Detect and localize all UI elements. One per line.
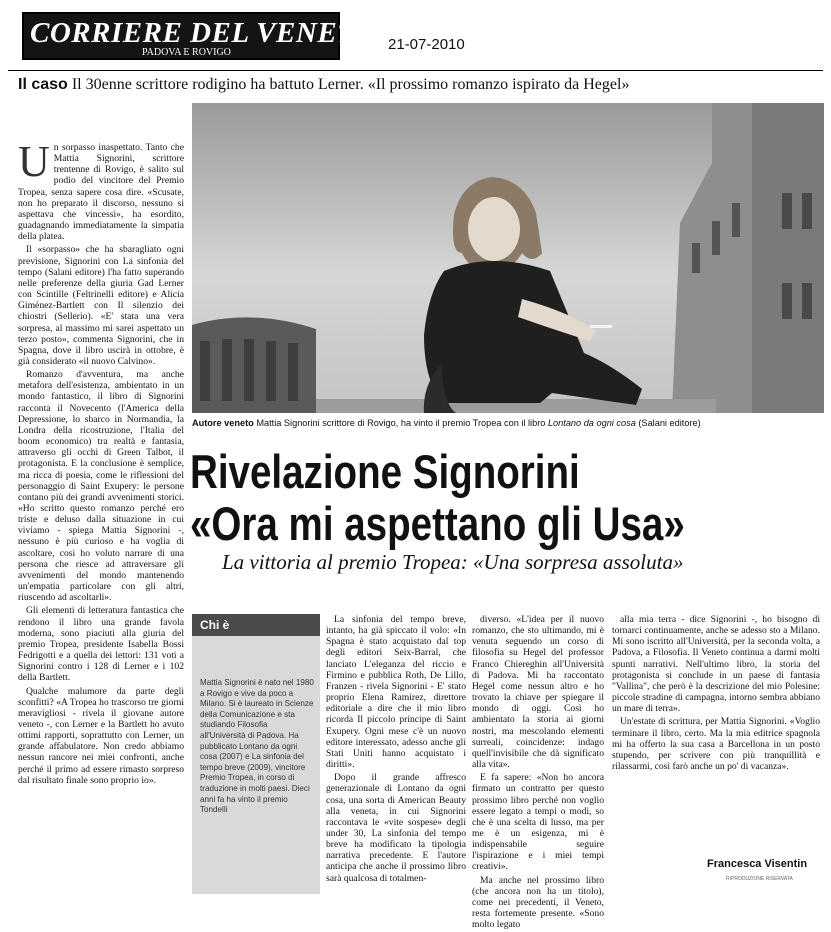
newspaper-masthead bbox=[22, 12, 377, 60]
headline bbox=[190, 446, 685, 550]
drop-cap: U bbox=[18, 137, 50, 186]
clipping-date: 21-07-2010 bbox=[388, 36, 465, 53]
author-byline: Francesca Visentin bbox=[707, 858, 808, 870]
caption-publisher: (Salani editore) bbox=[638, 418, 701, 428]
copyright-note: RIPRODUZIONE RISERVATA bbox=[726, 876, 793, 882]
article-paragraph: Ma anche nel prossimo libro (che ancora non ha un titolo), come nei precedenti, il Veneto, resta fortemente presente. «Sono molto legato bbox=[472, 874, 604, 931]
article-column-3 bbox=[326, 614, 466, 886]
headline-line-2: «Ora mi aspettano gli Usa» bbox=[190, 497, 685, 550]
caption-label: Autore veneto bbox=[192, 418, 254, 428]
kicker-label: Il caso bbox=[18, 76, 68, 93]
caption-text: Mattia Signorini scrittore di Rovigo, ha vinto il premio Tropea con il libro bbox=[256, 418, 546, 428]
bio-box-title: Chi è bbox=[192, 614, 320, 636]
article-paragraph: La sinfonia del tempo breve, intanto, ha già spiccato il volo: «In Spagna è stato acquistato dal top degli editori Seix-Barral, che lanciato L'eleganza del riccio e Firmino e pubblica Roth, De Lillo, Franzen - rivela Signorini - E' stato proprio Elena Ramirez, direttore editoriale a dire che il mio libro ricorda Il piccolo principe di Saint Exupery. Ogni mese c'è un nuovo editore interessato, adesso anche gli Stati Uniti hanno acquistato i diritti». bbox=[326, 614, 466, 771]
photo-caption bbox=[192, 418, 824, 428]
headline-line-1: Rivelazione Signorini bbox=[190, 445, 580, 498]
article-column-5 bbox=[612, 614, 820, 774]
bio-box-text: Mattia Signorini è nato nel 1980 a Rovigo e vive da poco a Milano. Si è laureato in Scienze della Comunicazione e sta studiando Filosofia all'Università di Padova. Ha pubblicato Lontano da ogni cosa (2007) e La sinfonia del tempo breve (2009), vincitore Premio Tropea, in corso di traduzione in molti paesi. Dieci anni fa ha vinto il premio Tondelli bbox=[200, 678, 314, 815]
caption-book-title: Lontano da ogni cosa bbox=[547, 418, 636, 428]
article-paragraph: Romanzo d'avventura, ma anche metafora dell'esistenza, ambientato in un mondo fantastico, il libro di Signorini racconta il Novecento (l'America della Depressione, lo sbarco in Normandia, la Londra della ricostruzione, l'Italia del boom economico) tra realtà e fantasia, attraverso gli occhi di Green Talbot, il protagonista. E la conclusione è semplice, ma ricca di poesia, come le riflessioni del personaggio di Saint Exupery: le persone contano più dei grandi avvenimenti storici. «Ho scritto questo romanzo perché ero triste e deluso dalla situazione in cui viviamo - spiega Mattia Signorini -, nessuno è più curioso e ha voglia di ascoltare, così ho voluto narrare di una persona che riesce ad attraversare gli avvenimenti del mondo mantenendo un'empatia particolare con gli altri, riuscendo ad ascoltarli». bbox=[18, 369, 184, 604]
kicker-text: Il 30enne scrittore rodigino ha battuto Lerner. «Il prossimo romanzo ispirato da Hegel» bbox=[71, 76, 630, 93]
article-column-4 bbox=[472, 614, 604, 932]
author-photo bbox=[192, 103, 824, 413]
masthead-title: CORRIERE DEL VENETO bbox=[30, 17, 377, 49]
author-photo-illustration bbox=[192, 103, 824, 413]
article-paragraph: diverso. «L'idea per il nuovo romanzo, che sto ultimando, mi è venuta seguendo un corso di filosofia su Hegel del professor Franco Chiereghin all'Università di Padova. Mi ha raccontato Hegel come nessun altro e ho trovato la chiave per spiegare il mondo di oggi. Così ho ambientato la storia ai giorni nostri, ma mescolando elementi surreali, coincidenze: indago quell'invisibile che dà significato alla vita». bbox=[472, 614, 604, 771]
article-paragraph: Un sorpasso inaspettato. Tanto che Mattia Signorini, scrittore trentenne di Rovigo, è salito sul podio del vincitore del Premio Tropea, senza sapere cosa dire. «Scusate, non ho preparato il discorso, nessuno si aspettava che vincessi», ha esordito, guadagnando immediatamente la simpatia della platea. bbox=[18, 137, 184, 243]
article-paragraph: E fa sapere: «Non ho ancora firmato un contratto per questo prossimo libro perché non voglio essere legato a tempi o modi, so che è una scelta di lusso, ma per me è un esigenza, mi è indispensabile seguire l'ispirazione e i miei tempi creativi». bbox=[472, 772, 604, 873]
article-paragraph: Il «sorpasso» che ha sbaragliato ogni previsione, Signorini con La sinfonia del tempo (Salani editore) l'ha fatto superando nelle preferenze della giuria Gad Lerner con Scintille (Feltrinelli editore) e Alicia Giménez-Bartlett con Il silenzio dei chiostri (Sellerio). «E' stata una vera sorpresa, al massimo mi sarei aspettato un terzo posto», commenta Signorini, che in Spagna, dove il libro uscirà in ottobre, è già considerato «il nuovo Calvino». bbox=[18, 244, 184, 367]
article-column-1 bbox=[18, 137, 184, 788]
article-paragraph: Dopo il grande affresco generazionale di Lontano da ogni cosa, una sorta di American Beauty alla veneta, in cui Signorini raccontava le «vite sospese» degli under 30, La sinfonia del tempo breve ha modificato la tipologia narrativa precedente. E l'autore anticipa che anche il prossimo libro sarà qualcosa di totalmen- bbox=[326, 772, 466, 884]
header-divider bbox=[8, 70, 823, 71]
article-paragraph: Un'estate di scrittura, per Mattia Signorini. «Voglio terminare il libro, certo. Ma la mia editrice spagnola mi ha offerto la sua casa a Barcellona in un posto stupendo, per scrivere con più tranquillità e rilassarmi, così farò anche un po' di vacanza». bbox=[612, 716, 820, 773]
article-paragraph: Qualche malumore da parte degli sconfitti? «A Tropea ho trascorso tre giorni meravigliosi - rivela il giovane autore veneto -, con Lerner e la Bartlett ho avuto ottimi rapporti, soprattutto con Lerner, un grande affabulatore. Non credo abbiamo nessun rancore nei miei confronti, anche perché il primo ad essere rimasto sorpreso dal risultato finale sono proprio io». bbox=[18, 685, 184, 786]
article-paragraph: alla mia terra - dice Signorini -, ho bisogno di tornarci continuamente, anche se adesso sto a Milano. Mi sono iscritto all'Università, per la seconda volta, a Padova, a Filosofia. Il Veneto continua a darmi molti spunti narrativi. Nell'ultimo libro, la storia del protagonista si conclude in un paese di fantasia "Vallina", che però è la descrizione del mio Polesine: piccole stradine di campagna, intorno sembra abbiano un mare di terra». bbox=[612, 614, 820, 715]
subheadline: La vittoria al premio Tropea: «Una sorpresa assoluta» bbox=[222, 550, 684, 574]
article-paragraph: Gli elementi di letteratura fantastica che rendono il libro una grande favola moderna, sono piaciuti alla giuria del premio Tropea, presidente Isabella Bossi Fedrigotti e a quella dei lettori: 131 voti a Signorini contro i 128 di Lerner e i 102 della Bartlett. bbox=[18, 605, 184, 684]
masthead-edition: PADOVA E ROVIGO bbox=[142, 47, 231, 58]
bio-box bbox=[192, 614, 320, 894]
article-kicker bbox=[18, 76, 629, 94]
